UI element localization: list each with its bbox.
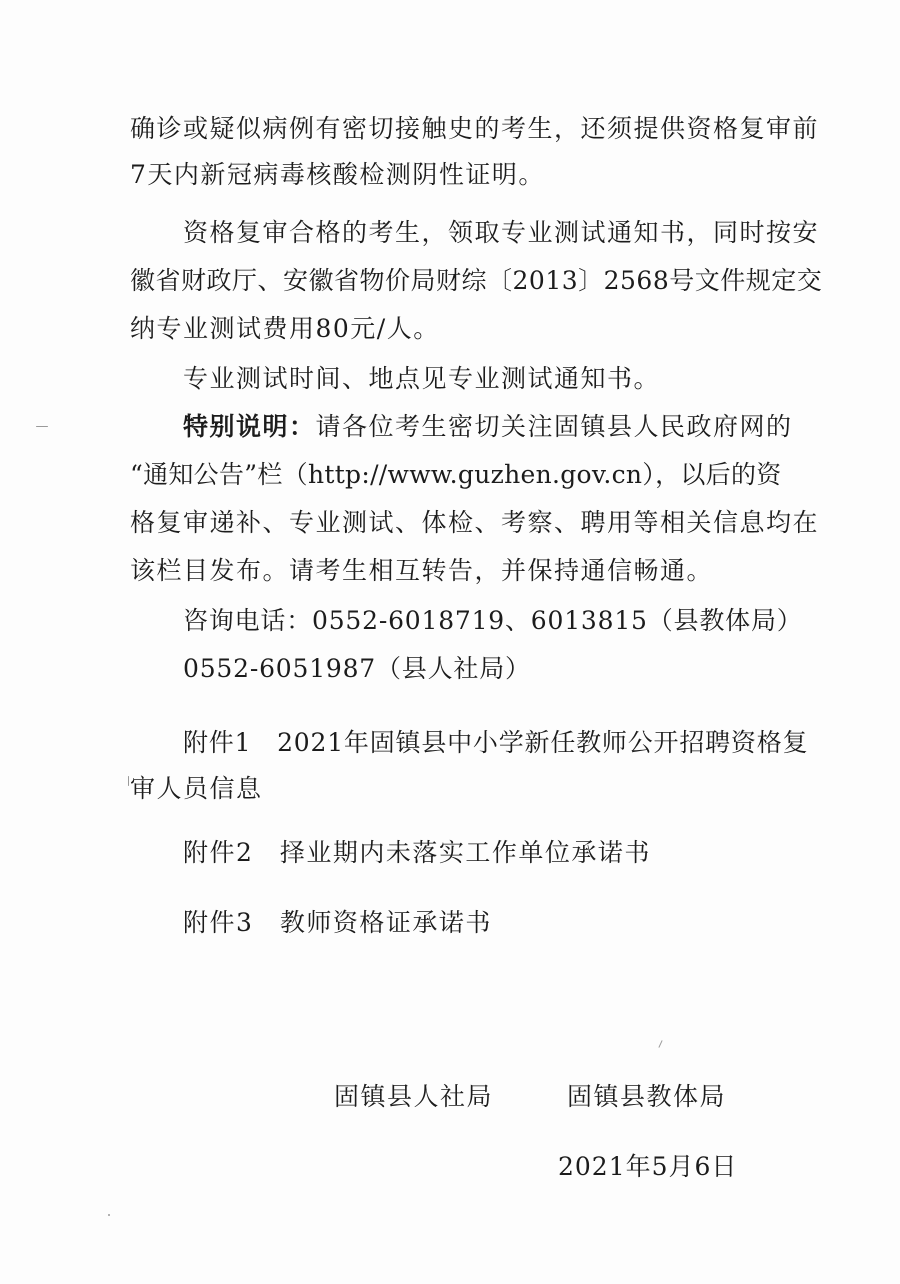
attachment-1-continued: 审人员信息 <box>130 774 263 803</box>
paragraph-line: 纳专业测试费用80元/人。 <box>130 314 440 343</box>
signature-date: 2021年5月6日 <box>558 1152 738 1181</box>
signature-org-hrss: 固镇县人社局 <box>334 1082 494 1111</box>
attachment-2: 附件2 择业期内未落实工作单位承诺书 <box>183 838 651 867</box>
contact-phone-line: 0552-6051987（县人社局） <box>183 654 531 683</box>
paragraph-line: 徽省财政厅、安徽省物价局财综〔2013〕2568号文件规定交 <box>130 266 823 295</box>
special-note-text: 请各位考生密切关注固镇县人民政府网的 <box>315 412 793 441</box>
paragraph-line: 7天内新冠病毒核酸检测阴性证明。 <box>130 160 545 189</box>
signature-org-education: 固镇县教体局 <box>567 1082 727 1111</box>
special-note-line <box>183 410 793 444</box>
paragraph-line: 确诊或疑似病例有密切接触史的考生，还须提供资格复审前 <box>130 114 820 143</box>
special-note-label: 特别说明： <box>183 412 316 441</box>
contact-phone-line: 咨询电话：0552-6018719、6013815（县教体局） <box>183 606 803 635</box>
paragraph-line: 该栏目发布。请考生相互转告，并保持通信畅通。 <box>130 556 714 585</box>
paragraph-line: 资格复审合格的考生，领取专业测试通知书，同时按安 <box>183 218 820 247</box>
paragraph-line: 专业测试时间、地点见专业测试通知书。 <box>183 364 661 393</box>
attachment-3: 附件3 教师资格证承诺书 <box>183 908 492 937</box>
paragraph-line: 格复审递补、专业测试、体检、考察、聘用等相关信息均在 <box>130 508 820 537</box>
paragraph-line: “通知公告”栏（http://www.guzhen.gov.cn），以后的资 <box>130 460 782 489</box>
attachment-1: 附件1 2021年固镇县中小学新任教师公开招聘资格复 <box>183 728 809 757</box>
